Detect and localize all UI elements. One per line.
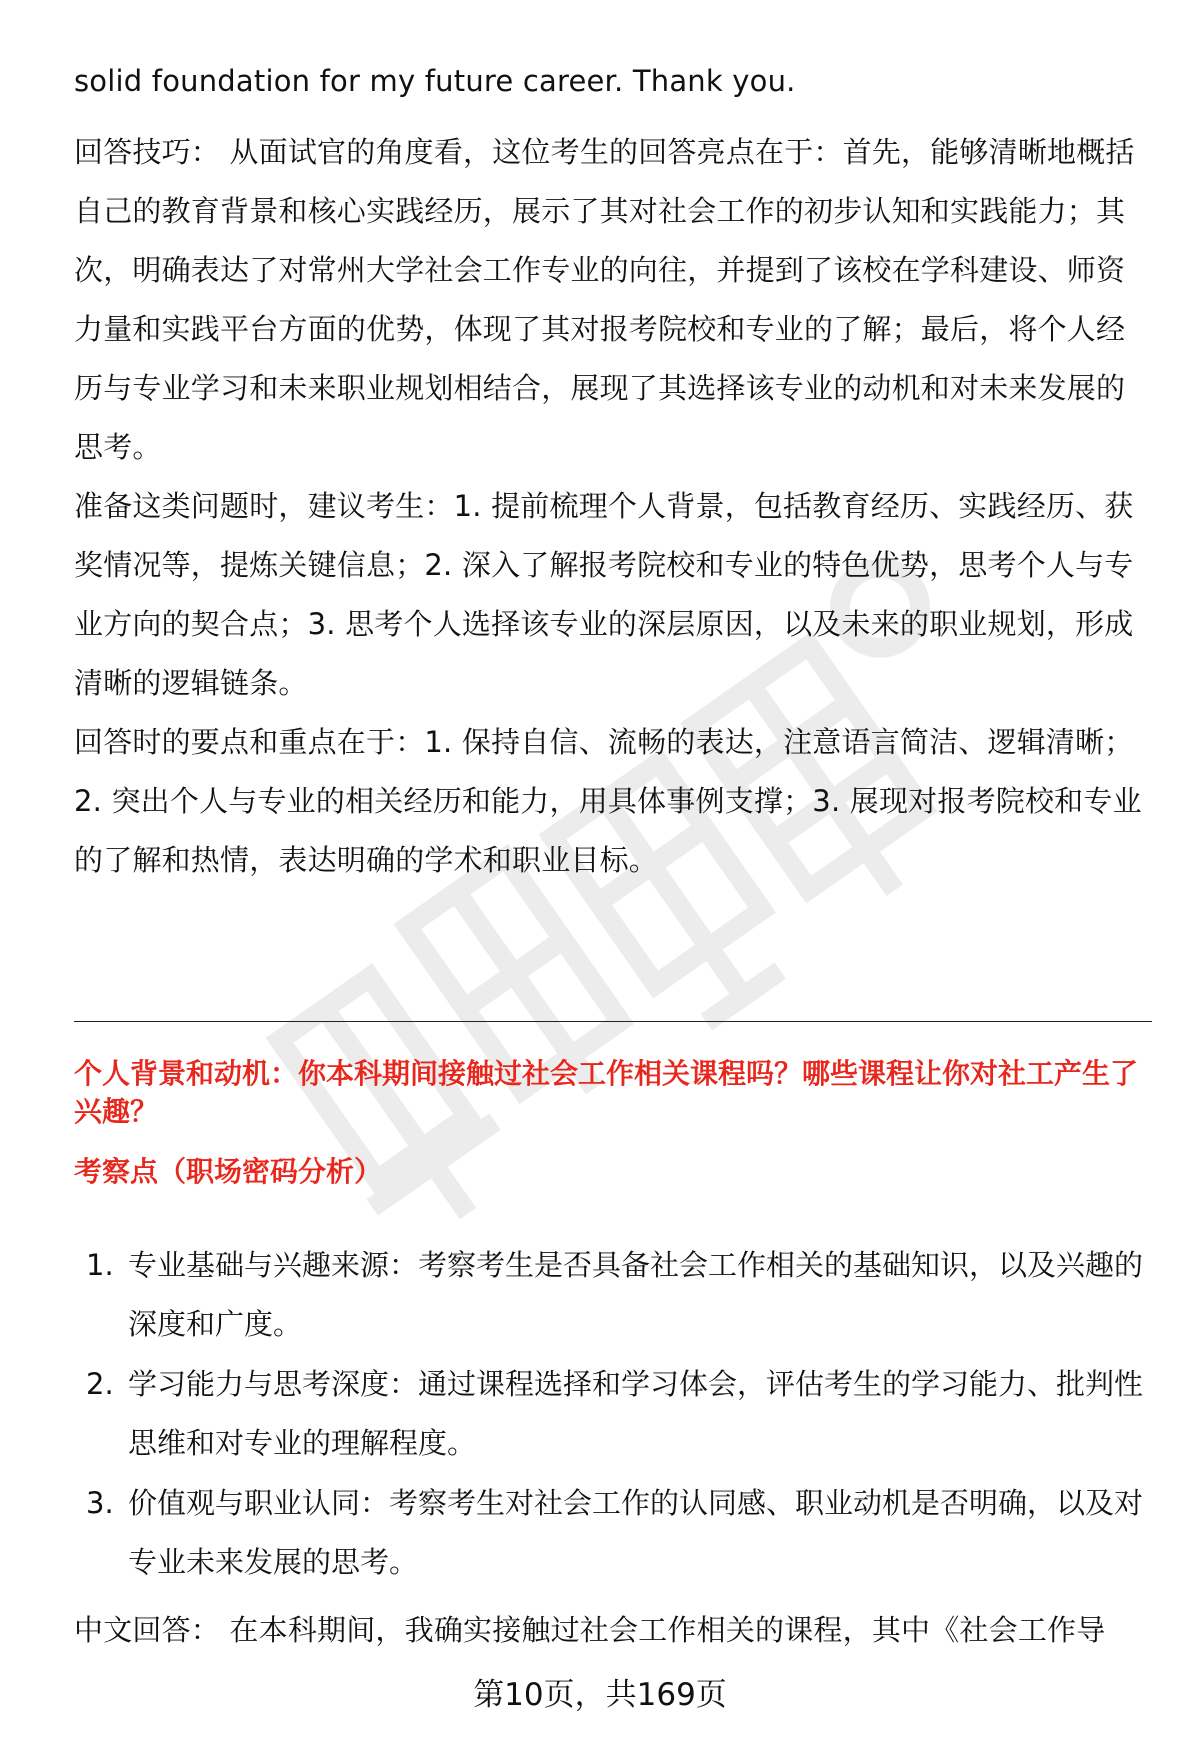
question-heading: 个人背景和动机：你本科期间接触过社会工作相关课程吗？哪些课程让你对社工产生了兴趣？ <box>74 1057 1139 1128</box>
list-item <box>74 1355 1154 1473</box>
answer-start-text: 中文回答： 在本科期间，我确实接触过社会工作相关的课程，其中《社会工作导 <box>74 1613 1106 1647</box>
page-footer: 第10页，共169页 <box>473 1677 727 1713</box>
list-item <box>74 1474 1154 1592</box>
tips-paragraph: 回答技巧： 从面试官的角度看，这位考生的回答亮点在于：首先，能够清晰地概括自己的教育背景和核心实践经历，展示了其对社会工作的初步认知和实践能力；其次，明确表达了对常州大学社会工作专业的向往，并提到了该校在学科建设、师资力量和实践平台方面的优势，体现了其对报考院校和专业的了解；最后，将个人经历与专业学习和未来职业规划相结合，展现了其选择该专业的动机和对未来发展的思考。 <box>74 135 1135 464</box>
list-item-text: 专业基础与兴趣来源：考察考生是否具备社会工作相关的基础知识，以及兴趣的深度和广度。 <box>128 1248 1144 1341</box>
list-item-text: 学习能力与思考深度：通过课程选择和学习体会，评估考生的学习能力、批判性思维和对专业的理解程度。 <box>128 1367 1144 1460</box>
list-item-number: 3. <box>86 1486 114 1520</box>
list-item <box>74 1236 1154 1354</box>
intro-tail-text: solid foundation for my future career. Thank you. <box>74 64 796 98</box>
list-item-text: 价值观与职业认同：考察考生对社会工作的认同感、职业动机是否明确，以及对专业未来发展的思考。 <box>128 1486 1144 1579</box>
key-points-paragraph: 回答时的要点和重点在于：1. 保持自信、流畅的表达，注意语言简洁、逻辑清晰；2. 突出个人与专业的相关经历和能力，用具体事例支撑；3. 展现对报考院校和专业的了解和热情，表达明确的学术和职业目标。 <box>74 725 1142 877</box>
section-divider <box>74 1021 1152 1022</box>
assessment-heading: 考察点（职场密码分析） <box>74 1155 383 1188</box>
list-item-number: 2. <box>86 1367 114 1401</box>
assessment-list <box>74 1236 1154 1593</box>
preparation-paragraph: 准备这类问题时，建议考生：1. 提前梳理个人背景，包括教育经历、实践经历、获奖情况等，提炼关键信息；2. 深入了解报考院校和专业的特色优势，思考个人与专业方向的契合点；3. 思考个人选择该专业的深层原因，以及未来的职业规划，形成清晰的逻辑链条。 <box>74 489 1134 700</box>
list-item-number: 1. <box>86 1248 114 1282</box>
